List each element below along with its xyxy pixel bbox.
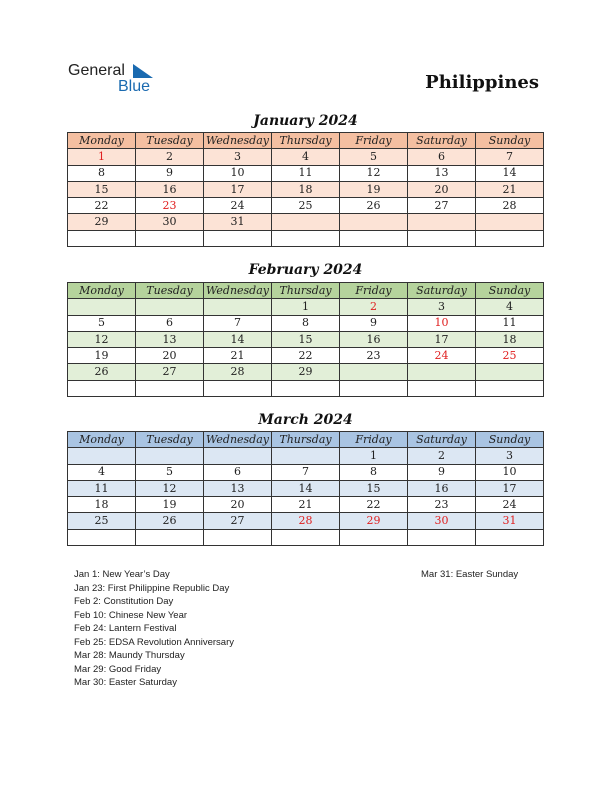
weekday-header-row — [68, 432, 544, 448]
country-title: Philippines — [425, 72, 539, 93]
day-cell: 17 — [476, 480, 544, 496]
day-cell — [408, 230, 476, 246]
day-cell — [68, 529, 136, 545]
day-cell: 19 — [136, 497, 204, 513]
day-cell: 18 — [476, 331, 544, 347]
weekday-header: Friday — [340, 283, 408, 299]
day-cell — [476, 230, 544, 246]
day-cell — [204, 299, 272, 315]
day-cell: 27 — [204, 513, 272, 529]
day-cell — [340, 364, 408, 380]
weekday-header: Monday — [68, 432, 136, 448]
calendar-march — [67, 431, 544, 546]
day-cell: 4 — [476, 299, 544, 315]
day-cell: 7 — [476, 149, 544, 165]
weekday-header: Tuesday — [136, 283, 204, 299]
week-row — [68, 513, 544, 529]
day-cell: 25 — [68, 513, 136, 529]
day-cell: 17 — [204, 181, 272, 197]
week-row — [68, 529, 544, 545]
day-cell — [408, 380, 476, 396]
calendar-body — [68, 299, 544, 397]
day-cell: 5 — [340, 149, 408, 165]
day-cell: 6 — [136, 315, 204, 331]
day-cell: 9 — [408, 464, 476, 480]
weekday-header: Friday — [340, 432, 408, 448]
day-cell: 15 — [340, 480, 408, 496]
day-cell: 8 — [68, 165, 136, 181]
day-cell — [68, 380, 136, 396]
week-row — [68, 299, 544, 315]
logo-flag-icon — [133, 64, 153, 78]
month-title-february: February 2024 — [248, 262, 363, 278]
day-cell: 23 — [408, 497, 476, 513]
day-cell: 14 — [272, 480, 340, 496]
day-cell: 20 — [408, 181, 476, 197]
day-cell: 4 — [68, 464, 136, 480]
day-cell: 5 — [136, 464, 204, 480]
day-cell: 16 — [408, 480, 476, 496]
day-cell: 1 — [340, 448, 408, 464]
day-cell — [204, 529, 272, 545]
day-cell — [272, 214, 340, 230]
holiday-item: Mar 31: Easter Sunday — [421, 569, 519, 580]
weekday-header: Sunday — [476, 133, 544, 149]
week-row — [68, 230, 544, 246]
day-cell: 11 — [272, 165, 340, 181]
day-cell: 21 — [272, 497, 340, 513]
day-cell — [136, 380, 204, 396]
day-cell — [272, 529, 340, 545]
generalblue-logo — [68, 60, 168, 96]
day-cell — [476, 529, 544, 545]
day-cell — [272, 448, 340, 464]
weekday-header: Thursday — [272, 432, 340, 448]
day-cell — [136, 299, 204, 315]
day-cell: 26 — [136, 513, 204, 529]
day-cell: 26 — [68, 364, 136, 380]
weekday-header: Friday — [340, 133, 408, 149]
day-cell: 18 — [68, 497, 136, 513]
day-cell-holiday: 31 — [476, 513, 544, 529]
day-cell: 27 — [136, 364, 204, 380]
weekday-header: Sunday — [476, 432, 544, 448]
day-cell — [340, 230, 408, 246]
day-cell: 11 — [68, 480, 136, 496]
day-cell: 19 — [68, 348, 136, 364]
week-row — [68, 315, 544, 331]
day-cell — [204, 230, 272, 246]
week-row — [68, 480, 544, 496]
holiday-item: Feb 10: Chinese New Year — [74, 609, 188, 621]
day-cell-holiday: 24 — [408, 348, 476, 364]
day-cell: 13 — [408, 165, 476, 181]
weekday-header: Wednesday — [204, 283, 272, 299]
day-cell — [476, 364, 544, 380]
holiday-item: Mar 30: Easter Saturday — [74, 677, 177, 688]
day-cell: 27 — [408, 198, 476, 214]
day-cell: 2 — [136, 149, 204, 165]
weekday-header: Saturday — [408, 133, 476, 149]
day-cell: 30 — [136, 214, 204, 230]
day-cell: 13 — [136, 331, 204, 347]
day-cell: 22 — [340, 497, 408, 513]
weekday-header: Saturday — [408, 283, 476, 299]
day-cell: 8 — [340, 464, 408, 480]
week-row — [68, 149, 544, 165]
weekday-header: Tuesday — [136, 133, 204, 149]
day-cell: 20 — [204, 497, 272, 513]
day-cell: 29 — [272, 364, 340, 380]
day-cell: 24 — [476, 497, 544, 513]
day-cell: 23 — [340, 348, 408, 364]
day-cell: 12 — [340, 165, 408, 181]
day-cell: 31 — [204, 214, 272, 230]
day-cell — [476, 380, 544, 396]
day-cell: 15 — [68, 181, 136, 197]
day-cell: 6 — [204, 464, 272, 480]
day-cell: 3 — [408, 299, 476, 315]
day-cell — [136, 448, 204, 464]
day-cell: 9 — [340, 315, 408, 331]
day-cell — [408, 214, 476, 230]
calendar-february — [67, 282, 544, 397]
holiday-item: Mar 28: Maundy Thursday — [74, 650, 185, 661]
day-cell: 14 — [204, 331, 272, 347]
day-cell-holiday: 28 — [272, 513, 340, 529]
day-cell-holiday: 30 — [408, 513, 476, 529]
holiday-item: Feb 25: EDSA Revolution Anniversary — [74, 636, 235, 648]
calendar-january — [67, 132, 544, 247]
day-cell: 16 — [136, 181, 204, 197]
day-cell: 19 — [340, 181, 408, 197]
day-cell — [272, 230, 340, 246]
day-cell: 10 — [204, 165, 272, 181]
day-cell: 6 — [408, 149, 476, 165]
day-cell: 15 — [272, 331, 340, 347]
day-cell: 24 — [204, 198, 272, 214]
weekday-header-row — [68, 133, 544, 149]
day-cell: 10 — [476, 464, 544, 480]
day-cell — [136, 230, 204, 246]
day-cell: 9 — [136, 165, 204, 181]
weekday-header: Wednesday — [204, 432, 272, 448]
calendar-body — [68, 149, 544, 247]
week-row — [68, 165, 544, 181]
weekday-header: Sunday — [476, 283, 544, 299]
day-cell: 3 — [476, 448, 544, 464]
day-cell: 18 — [272, 181, 340, 197]
month-title-january: January 2024 — [253, 113, 358, 129]
day-cell: 14 — [476, 165, 544, 181]
day-cell-holiday: 25 — [476, 348, 544, 364]
week-row — [68, 464, 544, 480]
week-row — [68, 364, 544, 380]
holiday-list — [74, 568, 234, 690]
day-cell: 17 — [408, 331, 476, 347]
weekday-header-row — [68, 283, 544, 299]
holiday-item: Jan 1: New Year’s Day — [74, 569, 170, 580]
day-cell: 28 — [204, 364, 272, 380]
day-cell — [476, 214, 544, 230]
day-cell: 8 — [272, 315, 340, 331]
day-cell: 1 — [272, 299, 340, 315]
day-cell — [340, 214, 408, 230]
day-cell: 22 — [68, 198, 136, 214]
day-cell — [272, 380, 340, 396]
week-row — [68, 380, 544, 396]
day-cell-holiday: 10 — [408, 315, 476, 331]
day-cell — [204, 380, 272, 396]
day-cell — [68, 448, 136, 464]
week-row — [68, 497, 544, 513]
day-cell: 12 — [68, 331, 136, 347]
day-cell: 21 — [476, 181, 544, 197]
day-cell-holiday: 1 — [68, 149, 136, 165]
week-row — [68, 198, 544, 214]
day-cell: 12 — [136, 480, 204, 496]
day-cell: 7 — [272, 464, 340, 480]
calendar-body — [68, 448, 544, 546]
day-cell: 21 — [204, 348, 272, 364]
day-cell: 13 — [204, 480, 272, 496]
weekday-header: Thursday — [272, 133, 340, 149]
day-cell: 29 — [68, 214, 136, 230]
weekday-header: Monday — [68, 283, 136, 299]
day-cell — [340, 380, 408, 396]
week-row — [68, 181, 544, 197]
weekday-header: Thursday — [272, 283, 340, 299]
week-row — [68, 214, 544, 230]
weekday-header: Wednesday — [204, 133, 272, 149]
week-row — [68, 331, 544, 347]
weekday-header: Monday — [68, 133, 136, 149]
day-cell-holiday: 23 — [136, 198, 204, 214]
holiday-item: Mar 29: Good Friday — [74, 663, 162, 675]
day-cell: 11 — [476, 315, 544, 331]
day-cell — [68, 299, 136, 315]
month-title-march: March 2024 — [258, 412, 353, 428]
week-row — [68, 448, 544, 464]
weekday-header: Tuesday — [136, 432, 204, 448]
day-cell: 20 — [136, 348, 204, 364]
holiday-list-right — [421, 568, 518, 582]
day-cell: 2 — [408, 448, 476, 464]
holiday-item: Jan 23: First Philippine Republic Day — [74, 582, 230, 594]
day-cell: 26 — [340, 198, 408, 214]
day-cell: 28 — [476, 198, 544, 214]
day-cell: 5 — [68, 315, 136, 331]
day-cell: 3 — [204, 149, 272, 165]
day-cell-holiday: 2 — [340, 299, 408, 315]
logo-word-general: General — [68, 62, 125, 79]
week-row — [68, 348, 544, 364]
day-cell — [408, 529, 476, 545]
day-cell — [136, 529, 204, 545]
logo-word-blue: Blue — [118, 78, 151, 95]
day-cell — [408, 364, 476, 380]
weekday-header: Saturday — [408, 432, 476, 448]
day-cell — [68, 230, 136, 246]
day-cell: 22 — [272, 348, 340, 364]
day-cell: 25 — [272, 198, 340, 214]
day-cell: 7 — [204, 315, 272, 331]
holiday-item: Feb 2: Constitution Day — [74, 596, 174, 607]
day-cell: 4 — [272, 149, 340, 165]
day-cell — [340, 529, 408, 545]
day-cell-holiday: 29 — [340, 513, 408, 529]
day-cell: 16 — [340, 331, 408, 347]
day-cell — [204, 448, 272, 464]
holiday-item: Feb 24: Lantern Festival — [74, 623, 177, 634]
